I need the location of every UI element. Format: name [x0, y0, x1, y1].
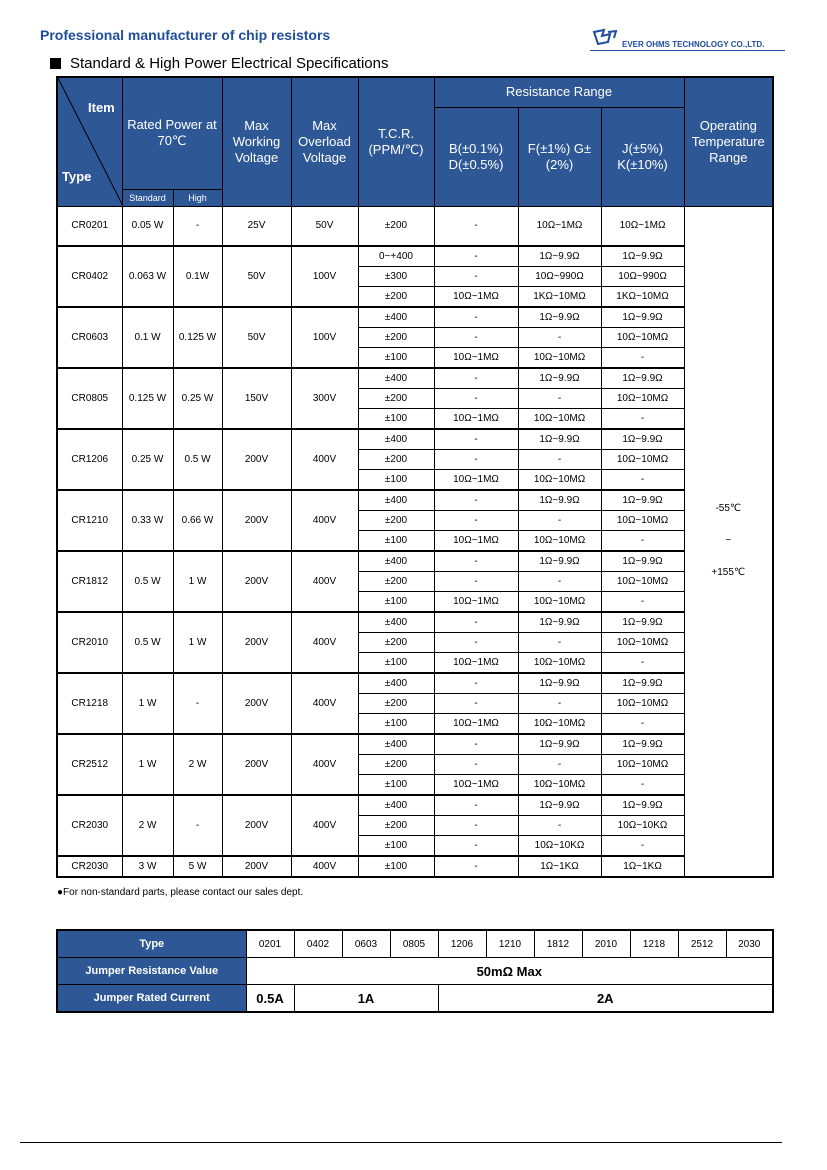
- tcr-cell: ±300: [358, 266, 434, 286]
- standard-power-cell: 1 W: [122, 734, 173, 794]
- tolerance-b-d-cell: 10Ω~1MΩ: [434, 286, 518, 306]
- max-working-voltage-cell: 200V: [222, 856, 291, 877]
- spec-row: [57, 307, 773, 327]
- high-power-cell: -: [173, 673, 222, 733]
- section-title-text: Standard & High Power Electrical Specifications: [70, 55, 389, 72]
- tolerance-f-g-cell: -: [518, 510, 601, 530]
- spec-row: [57, 246, 773, 266]
- tcr-cell: ±200: [358, 510, 434, 530]
- standard-power-cell: 0.33 W: [122, 490, 173, 550]
- high-power-cell: 0.125 W: [173, 307, 222, 367]
- tolerance-f-g-cell: -: [518, 693, 601, 713]
- type-cell: CR1210: [57, 490, 122, 550]
- standard-power-cell: 0.5 W: [122, 612, 173, 672]
- tcr-cell: ±100: [358, 530, 434, 550]
- high-power-cell: 5 W: [173, 856, 222, 877]
- spec-table: [56, 76, 774, 878]
- max-working-voltage-cell: 50V: [222, 307, 291, 367]
- tolerance-b-d-cell: 10Ω~1MΩ: [434, 408, 518, 428]
- tolerance-j-k-cell: -: [601, 652, 684, 672]
- tolerance-f-g-cell: 1Ω~9.9Ω: [518, 612, 601, 632]
- tcr-cell: ±200: [358, 632, 434, 652]
- max-working-voltage-cell: 200V: [222, 795, 291, 855]
- tolerance-j-k-cell: 1Ω~1KΩ: [601, 856, 684, 877]
- tolerance-j-k-cell: 1Ω~9.9Ω: [601, 673, 684, 693]
- tolerance-j-k-cell: -: [601, 469, 684, 489]
- jumper-type-cell: 0402: [294, 930, 342, 958]
- high-power-cell: 0.66 W: [173, 490, 222, 550]
- spec-row: [57, 551, 773, 571]
- type-cell: CR2030: [57, 856, 122, 877]
- tolerance-b-d-cell: -: [434, 266, 518, 286]
- high-power-cell: 1 W: [173, 612, 222, 672]
- spacer: [685, 517, 773, 533]
- tolerance-j-k-cell: 1KΩ~10MΩ: [601, 286, 684, 306]
- tolerance-f-g-cell: -: [518, 632, 601, 652]
- tcr-header: T.C.R. (PPM/℃): [358, 77, 434, 206]
- standard-power-cell: 0.1 W: [122, 307, 173, 367]
- standard-power-cell: 3 W: [122, 856, 173, 877]
- company-name: EVER OHMS TECHNOLOGY CO.,LTD.: [622, 40, 765, 49]
- logo-underline: [590, 50, 785, 51]
- standard-power-cell: 0.05 W: [122, 206, 173, 245]
- max-working-voltage-cell: 200V: [222, 490, 291, 550]
- type-cell: CR2030: [57, 795, 122, 855]
- tolerance-f-g-cell: 1Ω~9.9Ω: [518, 673, 601, 693]
- tolerance-b-d-header: B(±0.1%) D(±0.5%): [434, 107, 518, 206]
- tolerance-b-d-cell: 10Ω~1MΩ: [434, 591, 518, 611]
- tolerance-f-g-cell: 10Ω~990Ω: [518, 266, 601, 286]
- tolerance-j-k-cell: 10Ω~10MΩ: [601, 632, 684, 652]
- jumper-type-cell: 2512: [678, 930, 726, 958]
- jumper-resistance-label: Jumper Resistance Value: [57, 958, 246, 985]
- tolerance-j-k-cell: -: [601, 713, 684, 733]
- high-power-cell: -: [173, 795, 222, 855]
- high-power-cell: 2 W: [173, 734, 222, 794]
- tolerance-j-k-cell: -: [601, 530, 684, 550]
- jumper-current-cell: 2A: [438, 985, 773, 1013]
- tolerance-f-g-cell: 1Ω~9.9Ω: [518, 795, 601, 815]
- tolerance-f-g-cell: 10Ω~10MΩ: [518, 530, 601, 550]
- tolerance-f-g-cell: -: [518, 815, 601, 835]
- max-working-voltage-cell: 200V: [222, 673, 291, 733]
- type-cell: CR1812: [57, 551, 122, 611]
- jumper-type-row: [57, 930, 773, 958]
- operating-temp-header: Operating Temperature Range: [684, 77, 773, 206]
- tolerance-f-g-cell: 1Ω~9.9Ω: [518, 551, 601, 571]
- tcr-cell: ±400: [358, 429, 434, 449]
- tolerance-j-k-cell: 10Ω~1MΩ: [601, 206, 684, 245]
- tolerance-j-k-cell: -: [601, 347, 684, 367]
- tolerance-f-g-cell: 1Ω~9.9Ω: [518, 246, 601, 266]
- square-bullet-icon: [50, 58, 61, 69]
- tolerance-f-g-cell: 1Ω~9.9Ω: [518, 307, 601, 327]
- tcr-cell: ±100: [358, 713, 434, 733]
- standard-power-cell: 2 W: [122, 795, 173, 855]
- operating-temp-low: -55℃: [715, 503, 742, 514]
- tolerance-b-d-cell: 10Ω~1MΩ: [434, 530, 518, 550]
- max-overload-voltage-cell: 100V: [291, 307, 358, 367]
- tolerance-j-k-cell: -: [601, 591, 684, 611]
- type-cell: CR0402: [57, 246, 122, 306]
- tolerance-j-k-cell: -: [601, 835, 684, 855]
- tolerance-j-k-cell: 1Ω~9.9Ω: [601, 551, 684, 571]
- jumper-type-cell: 1206: [438, 930, 486, 958]
- spec-row: [57, 673, 773, 693]
- tcr-cell: ±100: [358, 408, 434, 428]
- tolerance-j-k-cell: 1Ω~9.9Ω: [601, 246, 684, 266]
- tcr-cell: ±400: [358, 734, 434, 754]
- tcr-cell: ±100: [358, 591, 434, 611]
- jumper-type-cell: 1210: [486, 930, 534, 958]
- tolerance-b-d-cell: -: [434, 307, 518, 327]
- tolerance-f-g-cell: 10Ω~10MΩ: [518, 713, 601, 733]
- tolerance-b-d-cell: -: [434, 490, 518, 510]
- type-cell: CR0805: [57, 368, 122, 428]
- tcr-cell: ±400: [358, 673, 434, 693]
- tolerance-f-g-cell: 10Ω~10MΩ: [518, 408, 601, 428]
- tolerance-j-k-cell: 1Ω~9.9Ω: [601, 734, 684, 754]
- max-overload-voltage-cell: 400V: [291, 551, 358, 611]
- tcr-cell: ±200: [358, 571, 434, 591]
- tolerance-j-k-cell: 1Ω~9.9Ω: [601, 795, 684, 815]
- tolerance-f-g-cell: 1Ω~9.9Ω: [518, 429, 601, 449]
- section-title: [50, 55, 389, 72]
- tolerance-b-d-cell: -: [434, 835, 518, 855]
- jumper-type-label: Type: [57, 930, 246, 958]
- tolerance-j-k-cell: 10Ω~10MΩ: [601, 388, 684, 408]
- operating-temp-separator: ~: [725, 535, 732, 546]
- max-working-voltage-header: Max Working Voltage: [222, 77, 291, 206]
- tolerance-b-d-cell: 10Ω~1MΩ: [434, 713, 518, 733]
- spec-row: [57, 612, 773, 632]
- type-cell: CR2512: [57, 734, 122, 794]
- tcr-cell: ±400: [358, 795, 434, 815]
- jumper-table: [56, 929, 774, 1013]
- type-header: Type: [62, 168, 92, 184]
- tcr-cell: ±400: [358, 307, 434, 327]
- max-overload-voltage-cell: 400V: [291, 429, 358, 489]
- tolerance-b-d-cell: -: [434, 612, 518, 632]
- tolerance-j-k-cell: 10Ω~10MΩ: [601, 510, 684, 530]
- type-cell: CR0201: [57, 206, 122, 245]
- jumper-resistance-row: [57, 958, 773, 985]
- tolerance-b-d-cell: -: [434, 246, 518, 266]
- type-cell: CR2010: [57, 612, 122, 672]
- tolerance-f-g-header: F(±1%) G±(2%): [518, 107, 601, 206]
- tolerance-j-k-cell: -: [601, 774, 684, 794]
- max-overload-voltage-cell: 400V: [291, 734, 358, 794]
- max-overload-voltage-cell: 100V: [291, 246, 358, 306]
- tolerance-j-k-cell: 1Ω~9.9Ω: [601, 368, 684, 388]
- tcr-cell: ±200: [358, 206, 434, 245]
- max-overload-voltage-header: Max Overload Voltage: [291, 77, 358, 206]
- tolerance-b-d-cell: -: [434, 693, 518, 713]
- jumper-type-cell: 2030: [726, 930, 773, 958]
- tolerance-j-k-cell: -: [601, 408, 684, 428]
- tolerance-b-d-cell: -: [434, 368, 518, 388]
- tolerance-j-k-cell: 1Ω~9.9Ω: [601, 307, 684, 327]
- spec-row: [57, 856, 773, 877]
- jumper-type-cell: 2010: [582, 930, 630, 958]
- tcr-cell: ±200: [358, 754, 434, 774]
- tolerance-j-k-cell: 10Ω~10KΩ: [601, 815, 684, 835]
- item-type-header: [57, 77, 122, 206]
- tolerance-f-g-cell: -: [518, 571, 601, 591]
- tolerance-j-k-cell: 10Ω~10MΩ: [601, 449, 684, 469]
- tcr-cell: ±100: [358, 652, 434, 672]
- spec-row: [57, 368, 773, 388]
- tolerance-b-d-cell: -: [434, 815, 518, 835]
- company-logo: [590, 28, 790, 52]
- tolerance-f-g-cell: 10Ω~10MΩ: [518, 469, 601, 489]
- max-overload-voltage-cell: 400V: [291, 795, 358, 855]
- tcr-cell: ±200: [358, 286, 434, 306]
- jumper-resistance-value: 50mΩ Max: [246, 958, 773, 985]
- tcr-cell: ±400: [358, 551, 434, 571]
- jumper-current-cell: 1A: [294, 985, 438, 1013]
- tolerance-b-d-cell: -: [434, 856, 518, 877]
- tolerance-f-g-cell: -: [518, 327, 601, 347]
- tolerance-b-d-cell: 10Ω~1MΩ: [434, 652, 518, 672]
- type-cell: CR0603: [57, 307, 122, 367]
- spec-row: [57, 795, 773, 815]
- tolerance-j-k-cell: 10Ω~990Ω: [601, 266, 684, 286]
- standard-power-cell: 0.063 W: [122, 246, 173, 306]
- spec-row: [57, 206, 773, 245]
- max-overload-voltage-cell: 300V: [291, 368, 358, 428]
- high-power-cell: 0.25 W: [173, 368, 222, 428]
- standard-power-cell: 1 W: [122, 673, 173, 733]
- tolerance-j-k-cell: 1Ω~9.9Ω: [601, 490, 684, 510]
- tolerance-f-g-cell: 1Ω~1KΩ: [518, 856, 601, 877]
- tolerance-b-d-cell: -: [434, 388, 518, 408]
- tcr-cell: ±200: [358, 449, 434, 469]
- tcr-cell: ±100: [358, 347, 434, 367]
- max-working-voltage-cell: 150V: [222, 368, 291, 428]
- max-working-voltage-cell: 25V: [222, 206, 291, 245]
- standard-power-cell: 0.5 W: [122, 551, 173, 611]
- diagonal-line: [58, 78, 123, 206]
- high-subheader: High: [173, 189, 222, 206]
- tolerance-f-g-cell: 1Ω~9.9Ω: [518, 368, 601, 388]
- tcr-cell: ±100: [358, 469, 434, 489]
- high-power-cell: 1 W: [173, 551, 222, 611]
- tolerance-f-g-cell: -: [518, 449, 601, 469]
- tolerance-f-g-cell: 10Ω~10MΩ: [518, 591, 601, 611]
- tolerance-b-d-cell: -: [434, 754, 518, 774]
- tcr-cell: ±200: [358, 815, 434, 835]
- tolerance-j-k-cell: 10Ω~10MΩ: [601, 571, 684, 591]
- tolerance-f-g-cell: 10Ω~10MΩ: [518, 774, 601, 794]
- tcr-cell: ±200: [358, 388, 434, 408]
- jumper-current-cell: 0.5A: [246, 985, 294, 1013]
- tolerance-b-d-cell: -: [434, 795, 518, 815]
- page-header-title: Professional manufacturer of chip resistors: [40, 27, 331, 43]
- tolerance-b-d-cell: 10Ω~1MΩ: [434, 774, 518, 794]
- high-power-cell: 0.1W: [173, 246, 222, 306]
- tolerance-f-g-cell: -: [518, 754, 601, 774]
- spec-row: [57, 429, 773, 449]
- operating-temp-high: +155℃: [711, 567, 746, 578]
- tolerance-f-g-cell: 1KΩ~10MΩ: [518, 286, 601, 306]
- rated-power-header: Rated Power at 70℃: [122, 77, 222, 189]
- tolerance-j-k-cell: 10Ω~10MΩ: [601, 754, 684, 774]
- tolerance-b-d-cell: -: [434, 551, 518, 571]
- jumper-current-label: Jumper Rated Current: [57, 985, 246, 1013]
- tcr-cell: ±200: [358, 693, 434, 713]
- tolerance-j-k-cell: 1Ω~9.9Ω: [601, 429, 684, 449]
- tolerance-f-g-cell: -: [518, 388, 601, 408]
- company-logo-icon: [590, 28, 620, 50]
- spec-table-body: [57, 206, 773, 877]
- max-overload-voltage-cell: 400V: [291, 490, 358, 550]
- tcr-cell: ±100: [358, 774, 434, 794]
- tolerance-b-d-cell: -: [434, 429, 518, 449]
- item-header: Item: [88, 100, 115, 115]
- tolerance-b-d-cell: -: [434, 327, 518, 347]
- tolerance-b-d-cell: -: [434, 673, 518, 693]
- tcr-cell: ±200: [358, 327, 434, 347]
- footnote: ●For non-standard parts, please contact our sales dept.: [57, 887, 304, 898]
- spacer: [685, 549, 773, 565]
- max-working-voltage-cell: 50V: [222, 246, 291, 306]
- tolerance-j-k-cell: 10Ω~10MΩ: [601, 327, 684, 347]
- tolerance-b-d-cell: -: [434, 206, 518, 245]
- standard-power-cell: 0.25 W: [122, 429, 173, 489]
- standard-subheader: Standard: [122, 189, 173, 206]
- jumper-type-cell: 1812: [534, 930, 582, 958]
- tcr-cell: ±100: [358, 835, 434, 855]
- tcr-cell: ±400: [358, 490, 434, 510]
- tcr-cell: ±400: [358, 368, 434, 388]
- tolerance-b-d-cell: -: [434, 734, 518, 754]
- tolerance-b-d-cell: 10Ω~1MΩ: [434, 469, 518, 489]
- type-cell: CR1218: [57, 673, 122, 733]
- tolerance-b-d-cell: -: [434, 449, 518, 469]
- tolerance-f-g-cell: 1Ω~9.9Ω: [518, 734, 601, 754]
- jumper-type-cell: 1218: [630, 930, 678, 958]
- tolerance-b-d-cell: -: [434, 571, 518, 591]
- max-overload-voltage-cell: 400V: [291, 856, 358, 877]
- standard-power-cell: 0.125 W: [122, 368, 173, 428]
- jumper-type-cell: 0805: [390, 930, 438, 958]
- tolerance-f-g-cell: 10Ω~10KΩ: [518, 835, 601, 855]
- resistance-range-header: Resistance Range: [434, 77, 684, 107]
- max-working-voltage-cell: 200V: [222, 429, 291, 489]
- tcr-cell: ±100: [358, 856, 434, 877]
- tolerance-f-g-cell: 10Ω~1MΩ: [518, 206, 601, 245]
- tcr-cell: 0~+400: [358, 246, 434, 266]
- tolerance-f-g-cell: 10Ω~10MΩ: [518, 652, 601, 672]
- tolerance-j-k-cell: 1Ω~9.9Ω: [601, 612, 684, 632]
- jumper-current-row: [57, 985, 773, 1013]
- tolerance-b-d-cell: 10Ω~1MΩ: [434, 347, 518, 367]
- high-power-cell: -: [173, 206, 222, 245]
- max-overload-voltage-cell: 400V: [291, 673, 358, 733]
- type-cell: CR1206: [57, 429, 122, 489]
- max-working-voltage-cell: 200V: [222, 612, 291, 672]
- max-overload-voltage-cell: 50V: [291, 206, 358, 245]
- jumper-type-cell: 0201: [246, 930, 294, 958]
- tolerance-j-k-header: J(±5%) K(±10%): [601, 107, 684, 206]
- tcr-cell: ±400: [358, 612, 434, 632]
- tolerance-f-g-cell: 10Ω~10MΩ: [518, 347, 601, 367]
- max-working-voltage-cell: 200V: [222, 551, 291, 611]
- high-power-cell: 0.5 W: [173, 429, 222, 489]
- tolerance-b-d-cell: -: [434, 632, 518, 652]
- max-overload-voltage-cell: 400V: [291, 612, 358, 672]
- tolerance-f-g-cell: 1Ω~9.9Ω: [518, 490, 601, 510]
- spec-row: [57, 734, 773, 754]
- tolerance-b-d-cell: -: [434, 510, 518, 530]
- footer-rule: [20, 1142, 782, 1143]
- max-working-voltage-cell: 200V: [222, 734, 291, 794]
- tolerance-j-k-cell: 10Ω~10MΩ: [601, 693, 684, 713]
- jumper-type-cell: 0603: [342, 930, 390, 958]
- operating-temp-cell: [684, 206, 773, 877]
- spec-row: [57, 490, 773, 510]
